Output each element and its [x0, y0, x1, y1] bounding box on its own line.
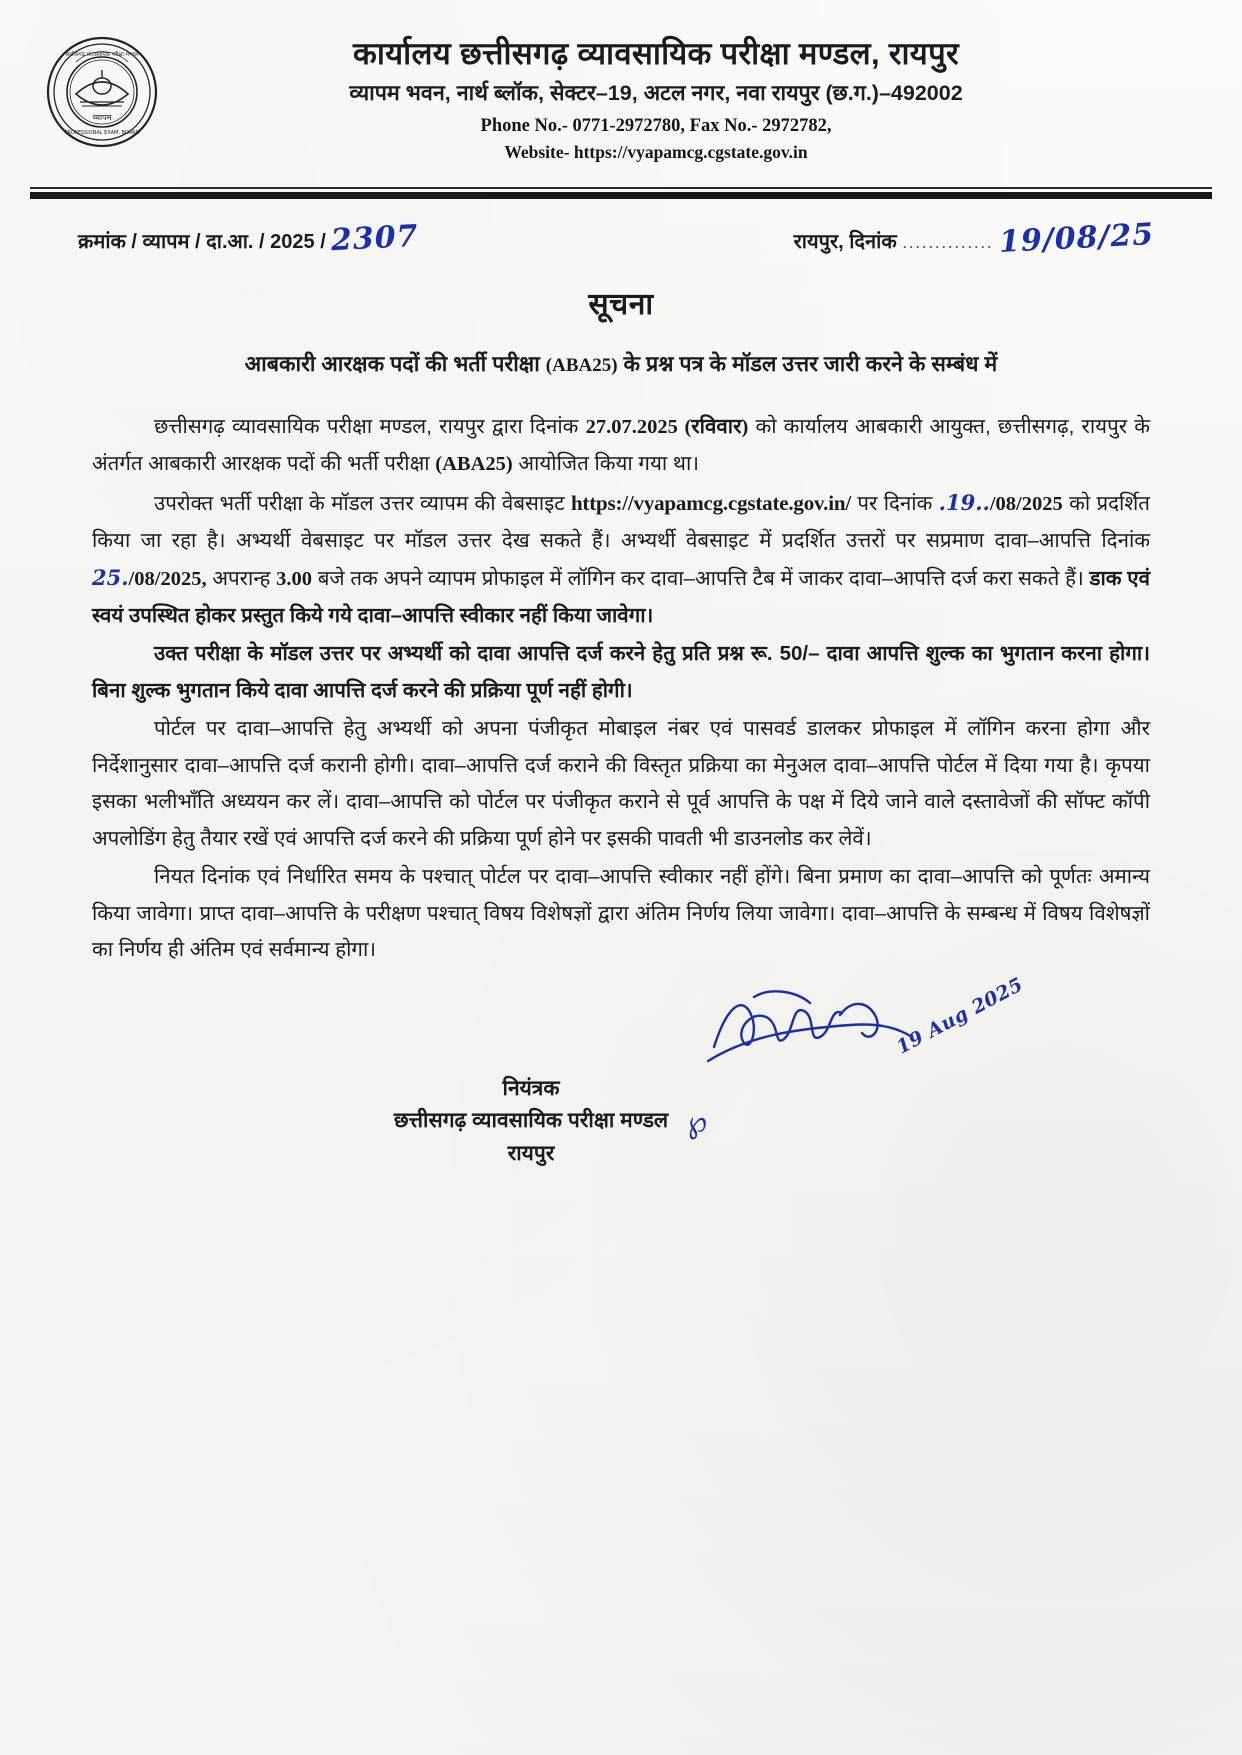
- place-date-prefix: रायपुर, दिनांक: [793, 230, 897, 253]
- paragraph-4-procedure: पोर्टल पर दावा–आपत्ति हेतु अभ्यर्थी को अपना पंजीकृत मोबाइल नंबर एवं पासवर्ड डालकर प्रोफाइल में लॉगिन करना होगा और निर्देशानुसार दावा–आपत्ति दर्ज करानी होगी। दावा–आपत्ति दर्ज कराने की विस्तृत प्रक्रिया का मेनुअल दावा–आपत्ति पोर्टल में दिया गया है। कृपया इसका भलीभाँति अध्ययन कर लें। दावा–आपत्ति को पोर्टल पर पंजीकृत कराने से पूर्व आपत्ति के पक्ष में दिये जाने वाले दस्तावेजों की सॉफ्ट कॉपी अपलोडिंग हेतु तैयार रखें एवं आपत्ति दर्ज करने की प्रक्रिया पूर्ण होने पर इसकी पावती भी डाउनलोड कर लेवें।: [92, 717, 1150, 850]
- svg-text:छत्तीसगढ़ व्यावसायिक परीक्षा म: छत्तीसगढ़ व्यावसायिक परीक्षा मण्डल: [65, 52, 139, 58]
- paragraph-2: [92, 484, 1150, 634]
- document-title: सूचना: [588, 287, 654, 321]
- p2-bold-warning: डाक एवं स्वयं उपस्थित होकर प्रस्तुत किये गये दावा–आपत्ति स्वीकार नहीं किया जावेगा।: [92, 567, 1150, 627]
- subject-part-2: के प्रश्न पत्र के मॉडल उत्तर जारी करने के सम्बंध में: [617, 351, 998, 376]
- p2-deadline-time: 3.00: [276, 568, 312, 591]
- subject-part-1: आबकारी आरक्षक पदों की भर्ती परीक्षा: [244, 351, 546, 376]
- p2-objection-day-handwritten: 25.: [92, 565, 129, 591]
- organization-phone: Phone No.- 0771-2972780, Fax No.- 2972782,: [480, 115, 832, 136]
- signatory-designation: नियंत्रक: [502, 1076, 560, 1100]
- organization-address: व्यापम भवन, नार्थ ब्लॉक, सेक्टर–19, अटल नगर, नवा रायपुर (छ.ग.)–492002: [349, 80, 963, 105]
- issue-date-handwritten: 19/08/25: [998, 216, 1155, 260]
- cgvyapam-seal-icon: [46, 36, 158, 148]
- p2-text-b: पर दिनांक: [850, 492, 939, 516]
- paragraph-5-final: नियत दिनांक एवं निर्धारित समय के पश्चात् पोर्टल पर दावा–आपत्ति स्वीकार नहीं होंगे। बिना प्रमाण का दावा–आपत्ति को पूर्णतः अमान्य किया जावेगा। प्राप्त दावा–आपत्ति के परीक्षण पश्चात् विषय विशेषज्ञों द्वारा अंतिम निर्णय लिया जावेगा। दावा–आपत्ति के सम्बन्ध में विषय विशेषज्ञों का निर्णय ही अंतिम एवं सर्वमान्य होगा।: [92, 865, 1150, 962]
- paragraph-3-fee: उक्त परीक्षा के मॉडल उत्तर पर अभ्यर्थी को दावा आपत्ति दर्ज करने हेतु प्रति प्रश्न रू. 50/– दावा आपत्ति शुल्क का भुगतान करना होगा। बिना शुल्क भुगतान किये दावा आपत्ति दर्ज करने की प्रक्रिया पूर्ण नहीं होगी।: [92, 642, 1150, 702]
- p2-text-a: उपरोक्त भर्ती परीक्षा के मॉडल उत्तर व्यापम की वेबसाइट: [154, 492, 571, 516]
- p1-text-c: आयोजित किया गया था।: [512, 451, 700, 475]
- subject-exam-code: (ABA25): [545, 354, 618, 376]
- signature-date-handwritten: 19 Aug 2025: [893, 973, 1027, 1059]
- p1-text-b: को कार्यालय आबकारी आयुक्त, छत्तीसगढ़, रायपुर के अंतर्गत आबकारी आरक्षक पदों की भर्ती परीक्षा: [92, 415, 1151, 475]
- signature-initial-mark: ℘: [683, 1103, 710, 1142]
- divider-thick-line: [30, 192, 1212, 199]
- signatory-block: [0, 1073, 1242, 1171]
- reference-number-prefix: क्रमांक / व्यापम / दा.आ. / 2025 /: [78, 230, 326, 253]
- paragraph-1: [92, 409, 1150, 482]
- p2-display-day-handwritten: .19..: [938, 490, 990, 516]
- place-date-group: [793, 216, 1164, 260]
- vyapam-website-url[interactable]: https://vyapamcg.cgstate.gov.in/: [570, 491, 851, 516]
- organization-website: Website- https://vyapamcg.cgstate.gov.in: [504, 141, 808, 162]
- reference-line: [78, 216, 1164, 260]
- svg-text:व्यापम: व्यापम: [92, 113, 112, 122]
- p2-display-month-year: /08/2025: [989, 493, 1063, 516]
- organization-title: कार्यालय छत्तीसगढ़ व्यावसायिक परीक्षा मण्डल, रायपुर: [353, 36, 959, 71]
- subject-line: [62, 349, 1180, 380]
- document-body: [92, 409, 1150, 968]
- document-header: [0, 0, 1242, 173]
- reference-number-group: [78, 218, 420, 259]
- date-dotted-line: ..............: [902, 231, 994, 252]
- p1-exam-code: (ABA25): [435, 452, 513, 475]
- header-divider: [30, 187, 1212, 199]
- p2-objection-month-year: /08/2025,: [128, 568, 207, 591]
- reference-number-handwritten: 2307: [330, 218, 420, 259]
- signatory-organization-line-1: छत्तीसगढ़ व्यावसायिक परीक्षा मण्डल: [393, 1109, 669, 1133]
- p2-text-d: अपरान्ह: [206, 567, 277, 591]
- p2-text-e: बजे तक अपने व्यापम प्रोफाइल में लॉगिन कर दावा–आपत्ति टैब में जाकर दावा–आपत्ति दर्ज करा सकते हैं।: [311, 567, 1090, 591]
- signature-zone: [0, 973, 1242, 1187]
- signatory-organization-line-2: रायपुर: [507, 1141, 555, 1165]
- p1-exam-date: 27.07.2025 (रविवार): [585, 416, 749, 439]
- p2-text-c: को प्रदर्शित किया जा रहा है। अभ्यर्थी वेबसाइट पर मॉडल उत्तर देख सकते हैं। अभ्यर्थी वेबसाइट में प्रदर्शित उत्तरों पर सप्रमाण दावा–आपत्ति दिनांक: [92, 492, 1150, 552]
- svg-text:PROFESSIONAL EXAM. BOARD: PROFESSIONAL EXAM. BOARD: [64, 130, 140, 136]
- divider-thin-line: [30, 187, 1212, 189]
- p1-text-a: छत्तीसगढ़ व्यावसायिक परीक्षा मण्डल, रायपुर द्वारा दिनांक: [154, 415, 586, 439]
